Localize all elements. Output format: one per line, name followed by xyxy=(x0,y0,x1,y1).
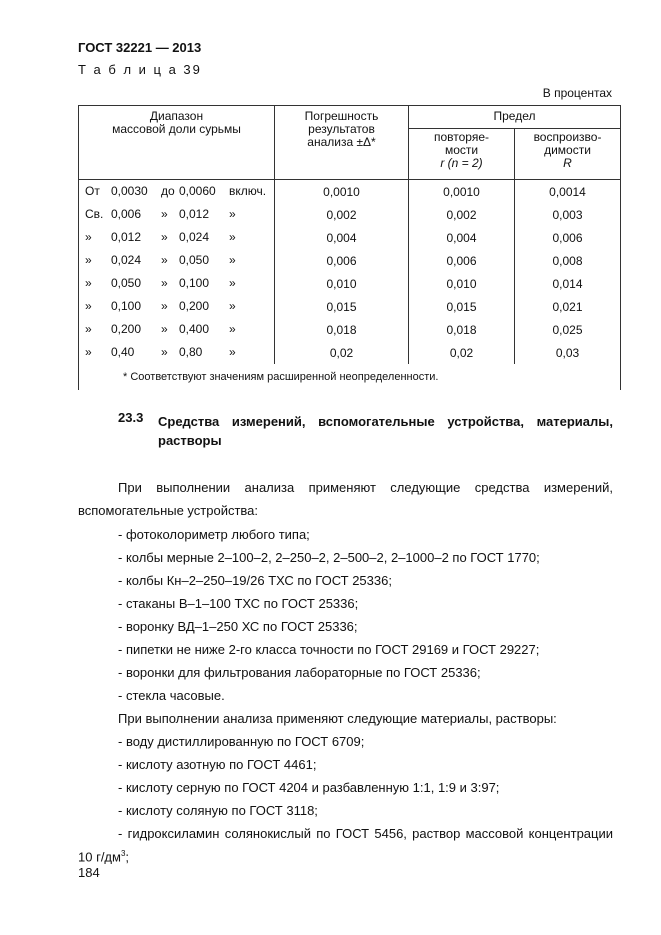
range-part: включ. xyxy=(229,184,267,198)
table-row xyxy=(79,226,621,249)
range-part: » xyxy=(85,230,92,244)
list-item: - стаканы В–1–100 ТХС по ГОСТ 25336; xyxy=(118,596,359,611)
header-limit: Предел xyxy=(409,106,621,129)
list-item: - воронки для фильтрования лабораторные по ГОСТ 25336; xyxy=(118,665,481,680)
range-part: 0,050 xyxy=(111,276,142,290)
range-part: 0,012 xyxy=(111,230,142,244)
table-row xyxy=(79,318,621,341)
reproducibility-cell: 0,03 xyxy=(515,341,621,364)
list-item: - кислоту серную по ГОСТ 4204 и разбавленную 1:1, 1:9 и 3:97; xyxy=(118,780,500,795)
repeatability-cell: 0,004 xyxy=(409,226,515,249)
range-part: » xyxy=(85,345,92,359)
list-item: - фотоколориметр любого типа; xyxy=(118,527,310,542)
reproducibility-cell: 0,014 xyxy=(515,272,621,295)
table-row xyxy=(79,203,621,226)
repeatability-cell: 0,02 xyxy=(409,341,515,364)
reproducibility-cell: 0,008 xyxy=(515,249,621,272)
table-title: Т а б л и ц а 39 xyxy=(78,62,202,77)
header-repeatability: повторяе- мости r (n = 2) xyxy=(409,129,515,180)
range-part: » xyxy=(229,345,236,359)
range-part: 0,0030 xyxy=(111,184,148,198)
range-part: Св. xyxy=(85,207,104,221)
range-part: 0,006 xyxy=(111,207,142,221)
range-part: » xyxy=(229,253,236,267)
reproducibility-cell: 0,021 xyxy=(515,295,621,318)
error-cell: 0,02 xyxy=(275,341,409,364)
document-header: ГОСТ 32221 — 2013 xyxy=(78,40,202,55)
range-part: » xyxy=(85,299,92,313)
list-item: - воронку ВД–1–250 ХС по ГОСТ 25336; xyxy=(118,619,358,634)
list-item: - воду дистиллированную по ГОСТ 6709; xyxy=(118,734,365,749)
error-cell: 0,018 xyxy=(275,318,409,341)
table-row xyxy=(79,341,621,364)
list-item: - колбы мерные 2–100–2, 2–250–2, 2–500–2, 2–1000–2 по ГОСТ 1770; xyxy=(118,550,540,565)
range-part: » xyxy=(229,230,236,244)
range-part: 0,400 xyxy=(179,322,210,336)
range-part: » xyxy=(161,253,168,267)
error-cell: 0,0010 xyxy=(275,180,409,204)
page-number: 184 xyxy=(78,865,100,880)
range-part: 0,100 xyxy=(111,299,142,313)
section-title: Средства измерений, вспомогательные устройства, материалы, xyxy=(158,414,613,429)
range-part: 0,0060 xyxy=(179,184,216,198)
reproducibility-cell: 0,003 xyxy=(515,203,621,226)
list-item: - кислоту соляную по ГОСТ 3118; xyxy=(118,803,318,818)
range-part: » xyxy=(161,207,168,221)
range-cell xyxy=(79,226,275,249)
error-cell: 0,006 xyxy=(275,249,409,272)
range-part: 0,80 xyxy=(179,345,203,359)
paragraph-intro-1-continued: вспомогательные устройства: xyxy=(78,503,259,518)
range-part: 0,100 xyxy=(179,276,210,290)
error-cell: 0,004 xyxy=(275,226,409,249)
range-part: » xyxy=(85,322,92,336)
list-item: - кислоту азотную по ГОСТ 4461; xyxy=(118,757,317,772)
data-table xyxy=(78,105,621,390)
range-cell xyxy=(79,272,275,295)
reproducibility-cell: 0,006 xyxy=(515,226,621,249)
range-part: » xyxy=(161,276,168,290)
range-part: » xyxy=(229,207,236,221)
range-part: » xyxy=(229,322,236,336)
reproducibility-cell: 0,025 xyxy=(515,318,621,341)
list-item-hydroxylamine: - гидроксиламин солянокислый по ГОСТ 5456, раствор массовой концентрации xyxy=(118,826,613,841)
range-cell xyxy=(79,341,275,364)
range-part: 0,012 xyxy=(179,207,210,221)
list-item: - пипетки не ниже 2-го класса точности по ГОСТ 29169 и ГОСТ 29227; xyxy=(118,642,540,657)
range-cell xyxy=(79,318,275,341)
range-part: 0,200 xyxy=(179,299,210,313)
range-part: » xyxy=(161,322,168,336)
range-part: 0,40 xyxy=(111,345,135,359)
range-part: » xyxy=(85,276,92,290)
table-row xyxy=(79,180,621,204)
table-row xyxy=(79,295,621,318)
range-part: 0,024 xyxy=(111,253,142,267)
section-number: 23.3 xyxy=(118,410,144,425)
table-row xyxy=(79,249,621,272)
repeatability-cell: 0,015 xyxy=(409,295,515,318)
range-part: 0,024 xyxy=(179,230,210,244)
range-cell xyxy=(79,295,275,318)
header-error: Погрешность результатов анализа ±Δ* xyxy=(275,106,409,180)
repeatability-cell: 0,010 xyxy=(409,272,515,295)
list-item: - колбы Кн–2–250–19/26 ТХС по ГОСТ 25336; xyxy=(118,573,392,588)
range-part: От xyxy=(85,184,100,198)
range-cell xyxy=(79,203,275,226)
range-part: 0,050 xyxy=(179,253,210,267)
list-item: - стекла часовые. xyxy=(118,688,225,703)
range-part: 0,200 xyxy=(111,322,142,336)
table-footnote: * Соответствуют значениям расширенной неопределенности. xyxy=(79,364,621,390)
range-cell xyxy=(79,249,275,272)
header-range: Диапазон массовой доли сурьмы xyxy=(79,106,275,180)
range-part: » xyxy=(161,345,168,359)
range-part: » xyxy=(229,276,236,290)
error-cell: 0,015 xyxy=(275,295,409,318)
repeatability-cell: 0,002 xyxy=(409,203,515,226)
range-part: » xyxy=(161,230,168,244)
list-item-hydroxylamine-continued: 10 $г/дм^3$; xyxy=(78,849,130,865)
table-row xyxy=(79,272,621,295)
range-part: » xyxy=(85,253,92,267)
range-part: » xyxy=(161,299,168,313)
error-cell: 0,002 xyxy=(275,203,409,226)
paragraph-intro-2: При выполнении анализа применяют следующие материалы, растворы: xyxy=(118,711,557,726)
repeatability-cell: 0,018 xyxy=(409,318,515,341)
section-title-continued: растворы xyxy=(158,433,222,448)
header-reproducibility: воспроизво- димости R xyxy=(515,129,621,180)
range-part: » xyxy=(229,299,236,313)
paragraph-intro-1: При выполнении анализа применяют следующие средства измерений, xyxy=(118,480,613,495)
range-part: до xyxy=(161,184,175,198)
range-cell xyxy=(79,180,275,204)
table-units: В процентах xyxy=(542,86,612,100)
reproducibility-cell: 0,0014 xyxy=(515,180,621,204)
repeatability-cell: 0,006 xyxy=(409,249,515,272)
error-cell: 0,010 xyxy=(275,272,409,295)
repeatability-cell: 0,0010 xyxy=(409,180,515,204)
